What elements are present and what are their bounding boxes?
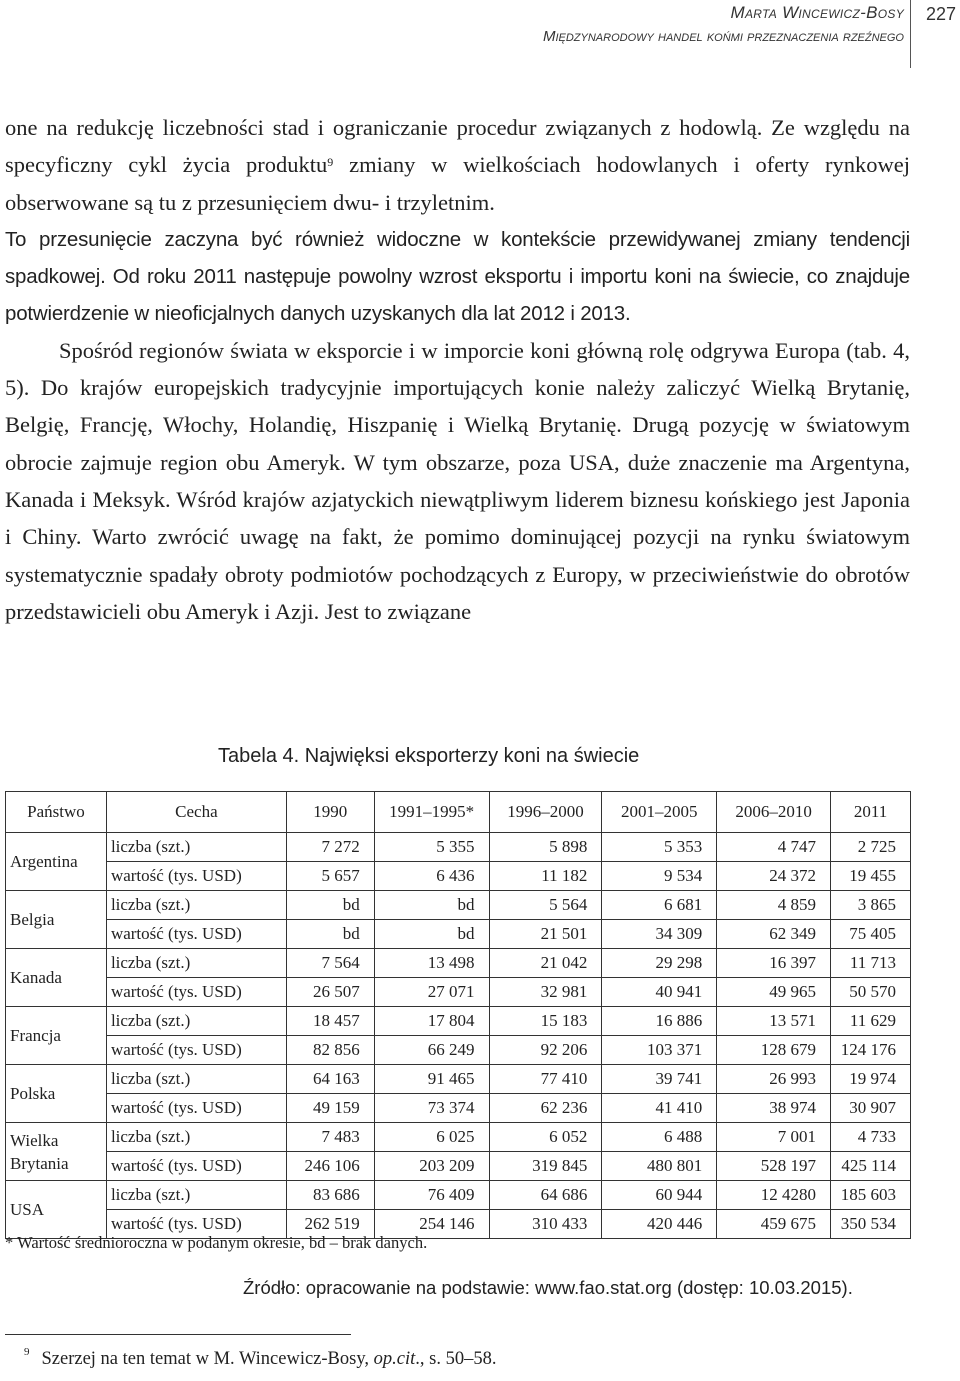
value-cell: 32 981 <box>489 978 602 1007</box>
table-header-cell: 2001–2005 <box>602 792 717 833</box>
running-header <box>0 0 960 70</box>
table-row <box>6 1181 911 1210</box>
value-cell: 6 436 <box>374 862 489 891</box>
table-row <box>6 1152 911 1181</box>
value-cell: 7 483 <box>286 1123 374 1152</box>
paragraph-1 <box>5 109 910 221</box>
value-cell: 38 974 <box>717 1094 831 1123</box>
value-cell: bd <box>286 920 374 949</box>
value-cell: 7 564 <box>286 949 374 978</box>
value-cell: 16 397 <box>717 949 831 978</box>
value-cell: 73 374 <box>374 1094 489 1123</box>
value-cell: 34 309 <box>602 920 717 949</box>
value-cell: 64 686 <box>489 1181 602 1210</box>
feature-cell: wartość (tys. USD) <box>106 1036 286 1065</box>
value-cell: 9 534 <box>602 862 717 891</box>
value-cell: 82 856 <box>286 1036 374 1065</box>
footnote-text-b: ., s. 50–58. <box>415 1349 497 1369</box>
value-cell: 41 410 <box>602 1094 717 1123</box>
value-cell: 18 457 <box>286 1007 374 1036</box>
paragraph-1-part-a: one na redukcję liczebności stad i ograniczanie procedur związanych z hodowlą. Ze względu na specyficzny cykl życia produktu <box>5 115 910 178</box>
value-cell: 21 042 <box>489 949 602 978</box>
table-row <box>6 920 911 949</box>
value-cell: 128 679 <box>717 1036 831 1065</box>
paragraph-3: Spośród regionów świata w eksporcie i w imporcie koni główną rolę odgrywa Europa (tab. 4, 5). Do krajów europejskich tradycyjnie importujących konie należy zaliczyć Wielką Brytanię, Belgię, Francję, Włochy, Holandię, Hiszpanię i Wielką Brytanię. Drugą pozycję w światowym obrocie zajmuje region obu Ameryk. W tym obszarze, poza USA, duże znaczenie ma Argentyna, Kanada i Meksyk. Wśród krajów azjatyckich niewątpliwym liderem biznesu końskiego jest Japonia i Chiny. Warto zwrócić uwagę na fakt, że pomimo dominującej pozycji na rynku światowym systematycznie spadały obroty podmiotów pochodzących z Europy, w przeciwieństwie do obrotów przedstawicieli obu Ameryk i Azji. Jest to związane <box>5 337 910 624</box>
country-cell: Polska <box>6 1065 107 1123</box>
table-header-cell: 2011 <box>831 792 911 833</box>
value-cell: 21 501 <box>489 920 602 949</box>
value-cell: 91 465 <box>374 1065 489 1094</box>
value-cell: 5 355 <box>374 833 489 862</box>
value-cell: 528 197 <box>717 1152 831 1181</box>
feature-cell: wartość (tys. USD) <box>106 1152 286 1181</box>
paragraph-2: To przesunięcie zaczyna być również widoczne w kontekście przewidywanej zmiany tendencji spadkowej. Od roku 2011 następuje powolny wzrost eksportu i importu koni na świecie, co znajduje potwierdzenie w nieoficjalnych danych uzyskanych dla lat 2012 i 2013. <box>5 227 910 325</box>
header-title: Międzynarodowy handel końmi przeznaczenia rzeźnego <box>542 28 904 45</box>
feature-cell: wartość (tys. USD) <box>106 920 286 949</box>
country-cell: Belgia <box>6 891 107 949</box>
value-cell: 17 804 <box>374 1007 489 1036</box>
value-cell: 319 845 <box>489 1152 602 1181</box>
value-cell: 262 519 <box>286 1210 374 1239</box>
footnote-number: 9 <box>24 1346 30 1358</box>
table-caption: Tabela 4. Najwięksi eksporterzy koni na świecie <box>218 745 640 767</box>
value-cell: 203 209 <box>374 1152 489 1181</box>
value-cell: 459 675 <box>717 1210 831 1239</box>
value-cell: 26 507 <box>286 978 374 1007</box>
value-cell: 5 564 <box>489 891 602 920</box>
country-cell: USA <box>6 1181 107 1239</box>
feature-cell: wartość (tys. USD) <box>106 862 286 891</box>
value-cell: 6 681 <box>602 891 717 920</box>
header-author: Marta Wincewicz-Bosy <box>730 3 904 22</box>
footnote-divider <box>5 1334 351 1335</box>
value-cell: 310 433 <box>489 1210 602 1239</box>
country-cell: Argentina <box>6 833 107 891</box>
value-cell: bd <box>286 891 374 920</box>
feature-cell: liczba (szt.) <box>106 1007 286 1036</box>
value-cell: 83 686 <box>286 1181 374 1210</box>
value-cell: 350 534 <box>831 1210 911 1239</box>
value-cell: 62 236 <box>489 1094 602 1123</box>
value-cell: 92 206 <box>489 1036 602 1065</box>
feature-cell: liczba (szt.) <box>106 891 286 920</box>
footnote-text-italic: op.cit <box>373 1349 416 1369</box>
value-cell: 26 993 <box>717 1065 831 1094</box>
table-header-cell: 1991–1995* <box>374 792 489 833</box>
value-cell: 39 741 <box>602 1065 717 1094</box>
table-header-cell: 1996–2000 <box>489 792 602 833</box>
value-cell: 185 603 <box>831 1181 911 1210</box>
value-cell: 29 298 <box>602 949 717 978</box>
table-header-row <box>6 792 911 833</box>
value-cell: 2 725 <box>831 833 911 862</box>
exporters-table <box>5 791 911 1239</box>
footnote-text-a: Szerzej na ten temat w M. Wincewicz-Bosy, <box>41 1349 374 1369</box>
table-row <box>6 1036 911 1065</box>
value-cell: 3 865 <box>831 891 911 920</box>
feature-cell: liczba (szt.) <box>106 833 286 862</box>
value-cell: 66 249 <box>374 1036 489 1065</box>
table-header-cell: 1990 <box>286 792 374 833</box>
value-cell: 5 657 <box>286 862 374 891</box>
table-header-cell: 2006–2010 <box>717 792 831 833</box>
table-row <box>6 891 911 920</box>
value-cell: 75 405 <box>831 920 911 949</box>
value-cell: 24 372 <box>717 862 831 891</box>
value-cell: 4 747 <box>717 833 831 862</box>
feature-cell: wartość (tys. USD) <box>106 1094 286 1123</box>
value-cell: 49 159 <box>286 1094 374 1123</box>
value-cell: 6 025 <box>374 1123 489 1152</box>
value-cell: 13 498 <box>374 949 489 978</box>
value-cell: bd <box>374 891 489 920</box>
value-cell: 13 571 <box>717 1007 831 1036</box>
value-cell: 124 176 <box>831 1036 911 1065</box>
body-text <box>5 109 910 630</box>
value-cell: 6 488 <box>602 1123 717 1152</box>
value-cell: 103 371 <box>602 1036 717 1065</box>
value-cell: 425 114 <box>831 1152 911 1181</box>
country-cell: Kanada <box>6 949 107 1007</box>
value-cell: 480 801 <box>602 1152 717 1181</box>
country-cell: Francja <box>6 1007 107 1065</box>
header-divider <box>910 0 911 68</box>
value-cell: 60 944 <box>602 1181 717 1210</box>
value-cell: 19 455 <box>831 862 911 891</box>
footnote-9 <box>24 1346 497 1370</box>
value-cell: 11 182 <box>489 862 602 891</box>
table-row <box>6 833 911 862</box>
value-cell: 49 965 <box>717 978 831 1007</box>
table-header-cell: Państwo <box>6 792 107 833</box>
value-cell: 4 859 <box>717 891 831 920</box>
page-number: 227 <box>926 4 957 24</box>
value-cell: 4 733 <box>831 1123 911 1152</box>
value-cell: 40 941 <box>602 978 717 1007</box>
value-cell: bd <box>374 920 489 949</box>
value-cell: 246 106 <box>286 1152 374 1181</box>
country-cell: Wielka Brytania <box>6 1123 107 1181</box>
footnote-ref-9[interactable]: 9 <box>327 155 334 170</box>
value-cell: 6 052 <box>489 1123 602 1152</box>
table-row <box>6 1007 911 1036</box>
table-row <box>6 1094 911 1123</box>
value-cell: 64 163 <box>286 1065 374 1094</box>
feature-cell: liczba (szt.) <box>106 1181 286 1210</box>
value-cell: 16 886 <box>602 1007 717 1036</box>
value-cell: 7 001 <box>717 1123 831 1152</box>
feature-cell: liczba (szt.) <box>106 1065 286 1094</box>
value-cell: 76 409 <box>374 1181 489 1210</box>
table-row <box>6 949 911 978</box>
value-cell: 77 410 <box>489 1065 602 1094</box>
value-cell: 12 4280 <box>717 1181 831 1210</box>
table-header-cell: Cecha <box>106 792 286 833</box>
value-cell: 7 272 <box>286 833 374 862</box>
value-cell: 62 349 <box>717 920 831 949</box>
value-cell: 27 071 <box>374 978 489 1007</box>
value-cell: 50 570 <box>831 978 911 1007</box>
value-cell: 420 446 <box>602 1210 717 1239</box>
table-row <box>6 862 911 891</box>
table-row <box>6 978 911 1007</box>
table-row <box>6 1123 911 1152</box>
table-note: * Wartość średnioroczna w podanym okresie, bd – brak danych. <box>5 1233 428 1252</box>
value-cell: 30 907 <box>831 1094 911 1123</box>
feature-cell: liczba (szt.) <box>106 949 286 978</box>
feature-cell: wartość (tys. USD) <box>106 1210 286 1239</box>
paragraph-1-part-b: zmiany w wielkościach hodowlanych i oferty rynkowej obserwowane są tu z przesunięciem dwu- i trzyletnim. <box>5 152 911 215</box>
feature-cell: liczba (szt.) <box>106 1123 286 1152</box>
value-cell: 5 898 <box>489 833 602 862</box>
value-cell: 15 183 <box>489 1007 602 1036</box>
value-cell: 5 353 <box>602 833 717 862</box>
value-cell: 11 713 <box>831 949 911 978</box>
value-cell: 19 974 <box>831 1065 911 1094</box>
table-row <box>6 1065 911 1094</box>
value-cell: 254 146 <box>374 1210 489 1239</box>
value-cell: 11 629 <box>831 1007 911 1036</box>
feature-cell: wartość (tys. USD) <box>106 978 286 1007</box>
table-source: Źródło: opracowanie na podstawie: www.fao.stat.org (dostęp: 10.03.2015). <box>243 1277 853 1298</box>
